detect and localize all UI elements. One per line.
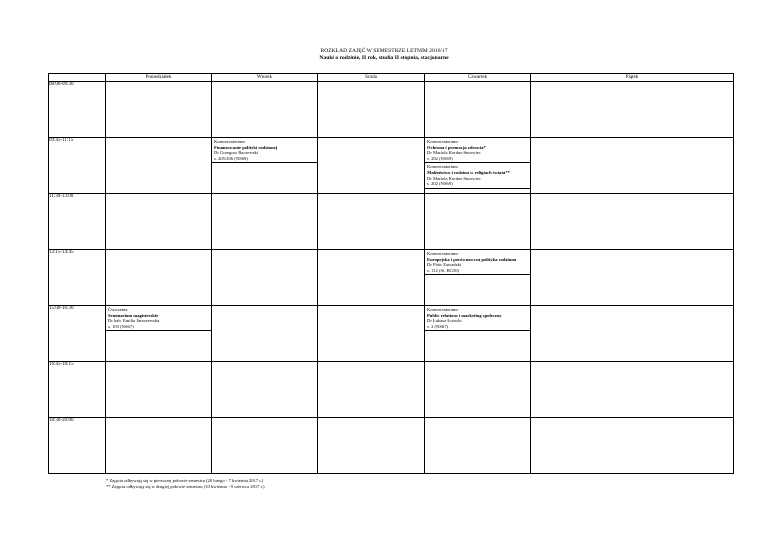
timetable-cell [425, 250, 531, 306]
footnote: ** Zajęcia odbywają się w drugiej połowie semestru (10 kwietnia - 9 czerwca 2017 r.) [106, 484, 265, 489]
class-room: s. 202 (NS69) [427, 181, 453, 187]
class-room: s. 103 (NS67) [108, 323, 134, 329]
class-subject: Finansowanie polityki rodzinnej [214, 144, 278, 150]
day-header-thursday: Czwartek [425, 74, 531, 82]
timetable-cell [212, 362, 318, 418]
timetable-row [49, 362, 734, 418]
class-room: s. 202 (NS69) [427, 155, 453, 161]
timetable-cell [106, 362, 212, 418]
timetable-cell [318, 194, 425, 250]
time-slot: 13:15-14:45 [49, 250, 106, 306]
timetable-cell [425, 138, 531, 194]
schedule-subtitle: Nauki o rodzinie, II rok, studia II stopnia, stacjonarne [319, 55, 449, 61]
schedule-header [0, 48, 768, 62]
timetable-cell [212, 194, 318, 250]
timetable-cell [318, 82, 425, 138]
timetable-row [49, 250, 734, 306]
class-room: s. 205/206 (NS69) [214, 155, 248, 161]
timetable-row [49, 194, 734, 250]
timetable-cell [531, 138, 734, 194]
class-room: s. 2 (NS67) [427, 323, 449, 329]
timetable-row [49, 306, 734, 362]
timetable-cell [212, 82, 318, 138]
corner-cell [49, 74, 106, 82]
timetable-cell [212, 306, 318, 362]
class-teacher: Dr Grzegorz Baczewski [214, 150, 259, 156]
timetable-cell [531, 306, 734, 362]
class-teacher: Dr Mariola Kordas-Surowiec [427, 175, 481, 181]
class-teacher: Dr Łukasz Łotocki [427, 318, 462, 324]
day-header-wednesday: Środa [318, 74, 425, 82]
timetable-cell [106, 418, 212, 474]
timetable-cell [106, 306, 212, 362]
timetable-cell [425, 362, 531, 418]
timetable-cell [531, 250, 734, 306]
class-subject: Public relations i marketing społeczny [427, 312, 502, 318]
class-entry [425, 138, 530, 163]
class-teacher: Dr Mariola Kordas-Surowiec [427, 150, 481, 156]
class-subject: Europejska i porównawcza polityka rodzinna [427, 256, 517, 262]
day-header-monday: Poniedziałek [106, 74, 212, 82]
day-header-friday: Piątek [531, 74, 734, 82]
time-slot: 09:45-11:15 [49, 138, 106, 194]
class-type: Konwersatorium [427, 139, 458, 144]
timetable-cell [106, 250, 212, 306]
time-slot: 16:45-18:15 [49, 362, 106, 418]
timetable-cell [425, 194, 531, 250]
class-type: Konwersatorium [214, 139, 245, 144]
timetable-cell [106, 138, 212, 194]
class-type: Ćwiczenia [108, 307, 128, 312]
time-slot: 08:00-09:30 [49, 82, 106, 138]
class-entry [425, 163, 530, 188]
class-entry [212, 138, 317, 163]
timetable-cell [106, 194, 212, 250]
timetable-row [49, 418, 734, 474]
timetable-cell [531, 82, 734, 138]
schedule-title: ROZKŁAD ZAJĘĆ W SEMESTRZE LETNIM 2016/17 [320, 48, 448, 54]
timetable-cell [425, 82, 531, 138]
class-subject: Małżeństwo i rodzina w religiach świata** [427, 169, 510, 175]
timetable-cell [318, 138, 425, 194]
timetable-row [49, 138, 734, 194]
class-subject: Ochrona i promocja zdrowia* [427, 144, 486, 150]
day-header-tuesday: Wtorek [212, 74, 318, 82]
timetable [48, 73, 734, 474]
class-subject: Seminarium magisterskie [108, 312, 159, 318]
timetable-cell [318, 362, 425, 418]
timetable-cell [425, 418, 531, 474]
timetable-cell [531, 418, 734, 474]
timetable-cell [531, 362, 734, 418]
class-entry [425, 306, 530, 331]
timetable-cell [318, 418, 425, 474]
class-type: Konwersatorium [427, 251, 458, 256]
class-entry [106, 306, 211, 331]
class-teacher: Dr hab. Emilia Jaroszewska [108, 318, 160, 324]
timetable-cell [318, 306, 425, 362]
timetable-cell [212, 250, 318, 306]
timetable-cell [318, 250, 425, 306]
timetable-cell [212, 418, 318, 474]
footnote: * Zajęcia odbywają się w pierwszej połowie semestru (20 lutego - 7 kwietnia 2017 r.) [106, 478, 264, 483]
class-teacher: Dr Piotr Zawadzki [427, 262, 462, 268]
timetable-cell [106, 82, 212, 138]
class-type: Konwersatorium [427, 307, 458, 312]
timetable-cell [425, 306, 531, 362]
class-type: Konwersatorium [427, 164, 458, 170]
time-slot: 18:30-20:00 [49, 418, 106, 474]
time-slot: 15:00-16:30 [49, 306, 106, 362]
time-slot: 11:30-13:00 [49, 194, 106, 250]
footnotes [106, 478, 265, 490]
timetable-header-row [49, 74, 734, 82]
timetable-row [49, 82, 734, 138]
class-entry [425, 250, 530, 275]
class-room: s. 112 (St. BG50) [427, 267, 460, 273]
timetable-cell [212, 138, 318, 194]
timetable-cell [531, 194, 734, 250]
